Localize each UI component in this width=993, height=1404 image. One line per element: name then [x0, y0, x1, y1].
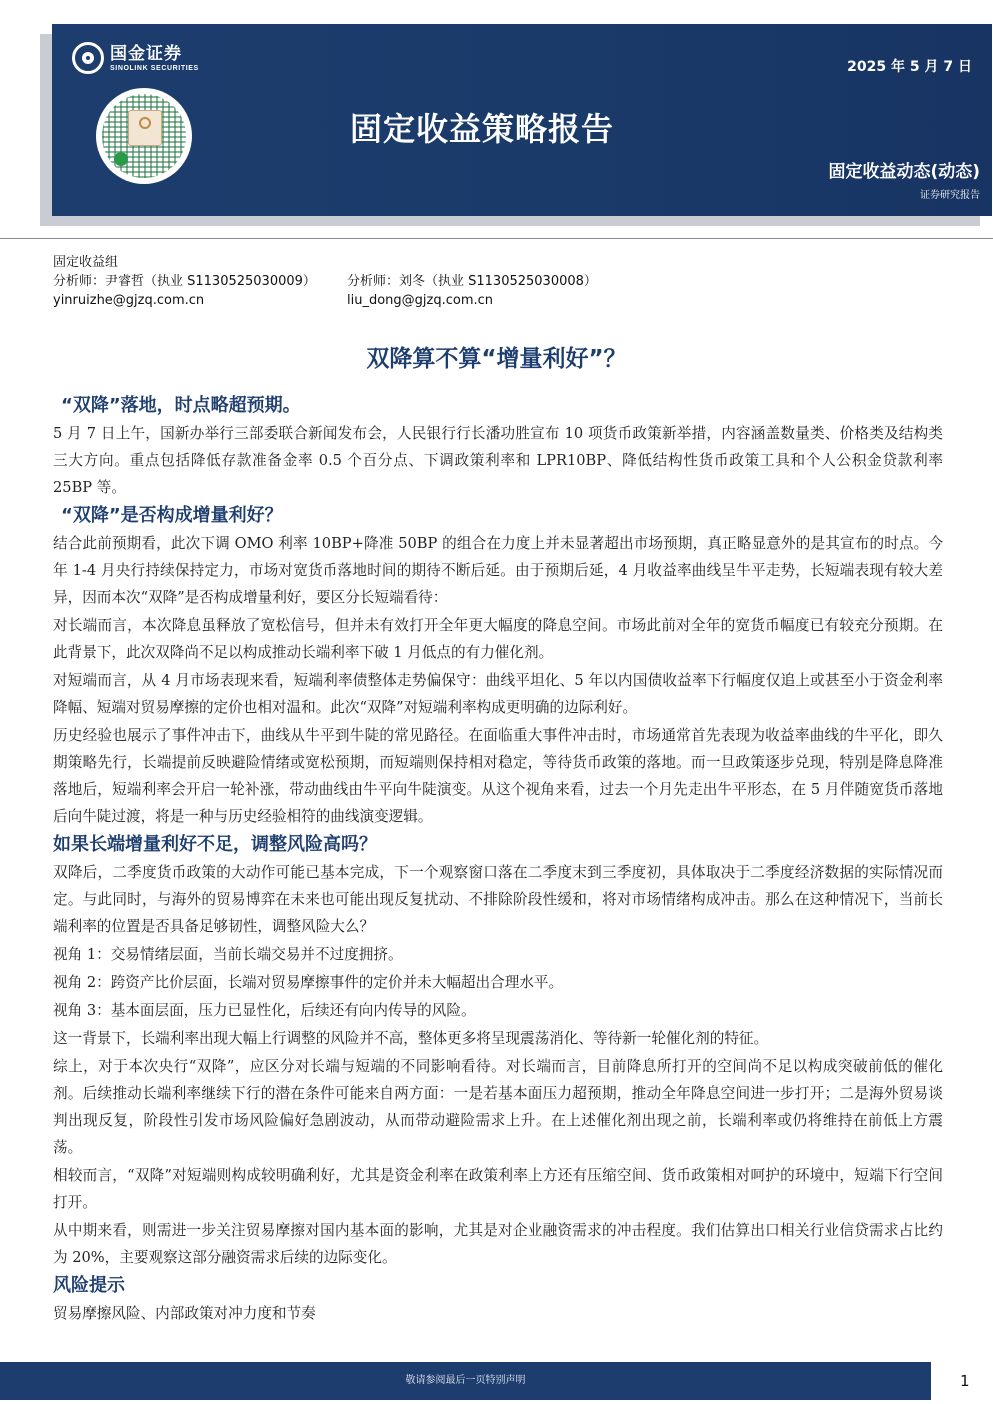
- paragraph: 视角 1：交易情绪层面，当前长端交易并不过度拥挤。: [53, 946, 403, 963]
- paragraph: 5 月 7 日上午，国新办举行三部委联合新闻发布会，人民银行行长潘功胜宣布 10 项货币政策新举措，内容涵盖数量类、价格类及结构类三大方向。重点包括降低存款准备金率 0.5 个百分点、下调政策利率和 LPR10BP、降低结构性货币政策工具和个人公积金贷款利率 25BP 等。: [53, 425, 943, 496]
- report-type: 固定收益动态(动态): [828, 162, 980, 182]
- paragraph: 对长端而言，本次降息虽释放了宽松信号，但并未有效打开全年更大幅度的降息空间。市场此前对全年的宽货币幅度已有较充分预期。在此背景下，此次双降尚不足以构成推动长端利率下破 1 月低点的有力催化剂。: [53, 617, 943, 661]
- section-heading: “双降”落地，时点略超预期。: [61, 395, 301, 416]
- paragraph: 从中期来看，则需进一步关注贸易摩擦对国内基本面的影响，尤其是对企业融资需求的冲击程度。我们估算出口相关行业信贷需求占比约为 20%，主要观察这部分融资需求后续的边际变化。: [53, 1222, 943, 1266]
- report-title: 固定收益策略报告: [350, 110, 615, 148]
- qr-code-icon: [96, 88, 192, 184]
- logo-name-en: SINOLINK SECURITIES: [110, 64, 199, 72]
- paragraph: 视角 3：基本面层面，压力已显性化，后续还有向内传导的风险。: [53, 1002, 476, 1019]
- paragraph: 这一背景下，长端利率出现大幅上行调整的风险并不高，整体更多将呈现震荡消化、等待新一轮催化剂的特征。: [53, 1030, 769, 1047]
- report-subtitle: 证券研究报告: [920, 190, 980, 201]
- section-heading: “双降”是否构成增量利好？: [61, 505, 283, 526]
- research-group: 固定收益组: [53, 255, 119, 270]
- header-divider: [0, 238, 993, 239]
- section-heading: 如果长端增量利好不足，调整风险高吗？: [53, 834, 377, 855]
- logo-name-cn: 国金证券: [110, 43, 182, 64]
- page-number: 1: [960, 1372, 970, 1390]
- analyst-2: 分析师：刘冬（执业 S1130525030008）: [347, 274, 597, 289]
- company-logo: [72, 42, 199, 74]
- paragraph: 历史经验也展示了事件冲击下，曲线从牛平到牛陡的常见路径。在面临重大事件冲击时，市场通常首先表现为收益率曲线的牛平化，即久期策略先行，长端提前反映避险情绪或宽松预期，而短端则保持相对稳定，等待货币政策的落地。而一旦政策逐步兑现，特别是降息降准落地后，短端利率会开启一轮补涨，带动曲线由牛平向牛陡演变。从这个视角来看，过去一个月先走出牛平形态，在 5 月伴随宽货币落地后向牛陡过渡，将是一种与历史经验相符的曲线演变逻辑。: [53, 727, 943, 825]
- paragraph: 结合此前预期看，此次下调 OMO 利率 10BP+降准 50BP 的组合在力度上并未显著超出市场预期，真正略显意外的是其宣布的时点。今年 1-4 月央行持续保持定力，市场对宽货币落地时间的期待不断后延。由于预期后延，4 月收益率曲线呈牛平走势，长短端表现有较大差异，因而本次“双降”是否构成增量利好，要区分长短端看待：: [53, 535, 943, 606]
- analyst-1: 分析师：尹睿哲（执业 S1130525030009）: [53, 274, 316, 289]
- paragraph: 双降后，二季度货币政策的大动作可能已基本完成，下一个观察窗口落在二季度末到三季度初，具体取决于二季度经济数据的实际情况而定。与此同时，与海外的贸易博弈在未来也可能出现反复扰动、不排除阶段性缓和，将对市场情绪构成冲击。那么在这种情况下，当前长端利率的位置是否具备足够韧性，调整风险大么？: [53, 864, 943, 935]
- paragraph: 相较而言，“双降”对短端则构成较明确利好，尤其是资金利率在政策利率上方还有压缩空间、货币政策相对呵护的环境中，短端下行空间打开。: [53, 1167, 943, 1211]
- footer-disclaimer: 敬请参阅最后一页特别声明: [0, 1362, 931, 1400]
- analyst-2-email[interactable]: liu_dong@gjzq.com.cn: [347, 293, 494, 308]
- document-title: 双降算不算“增量利好”？: [366, 346, 627, 372]
- report-header: [52, 24, 992, 216]
- section-heading: 风险提示: [53, 1275, 125, 1296]
- paragraph: 贸易摩擦风险、内部政策对冲力度和节奏: [53, 1305, 316, 1322]
- page-footer: [0, 1362, 993, 1404]
- paragraph: 视角 2：跨资产比价层面，长端对贸易摩擦事件的定价并未大幅超出合理水平。: [53, 974, 564, 991]
- report-body: [53, 392, 943, 1328]
- paragraph: 对短端而言，从 4 月市场表现来看，短端利率债整体走势偏保守：曲线平坦化、5 年以内国债收益率下行幅度仅追上或甚至小于资金利率降幅、短端对贸易摩擦的定价也相对温和。此次“双降”对短端利率构成更明确的边际利好。: [53, 672, 943, 716]
- report-date: 2025 年 5 月 7 日: [847, 59, 972, 75]
- paragraph: 综上，对于本次央行“双降”，应区分对长端与短端的不同影响看待。对长端而言，目前降息所打开的空间尚不足以构成突破前低的催化剂。后续推动长端利率继续下行的潜在条件可能来自两方面：一是若基本面压力超预期，推动全年降息空间进一步打开；二是海外贸易谈判出现反复，阶段性引发市场风险偏好急剧波动，从而带动避险需求上升。在上述催化剂出现之前，长端利率或仍将维持在前低上方震荡。: [53, 1058, 943, 1156]
- analyst-1-email[interactable]: yinruizhe@gjzq.com.cn: [53, 293, 205, 308]
- logo-icon: [72, 42, 104, 74]
